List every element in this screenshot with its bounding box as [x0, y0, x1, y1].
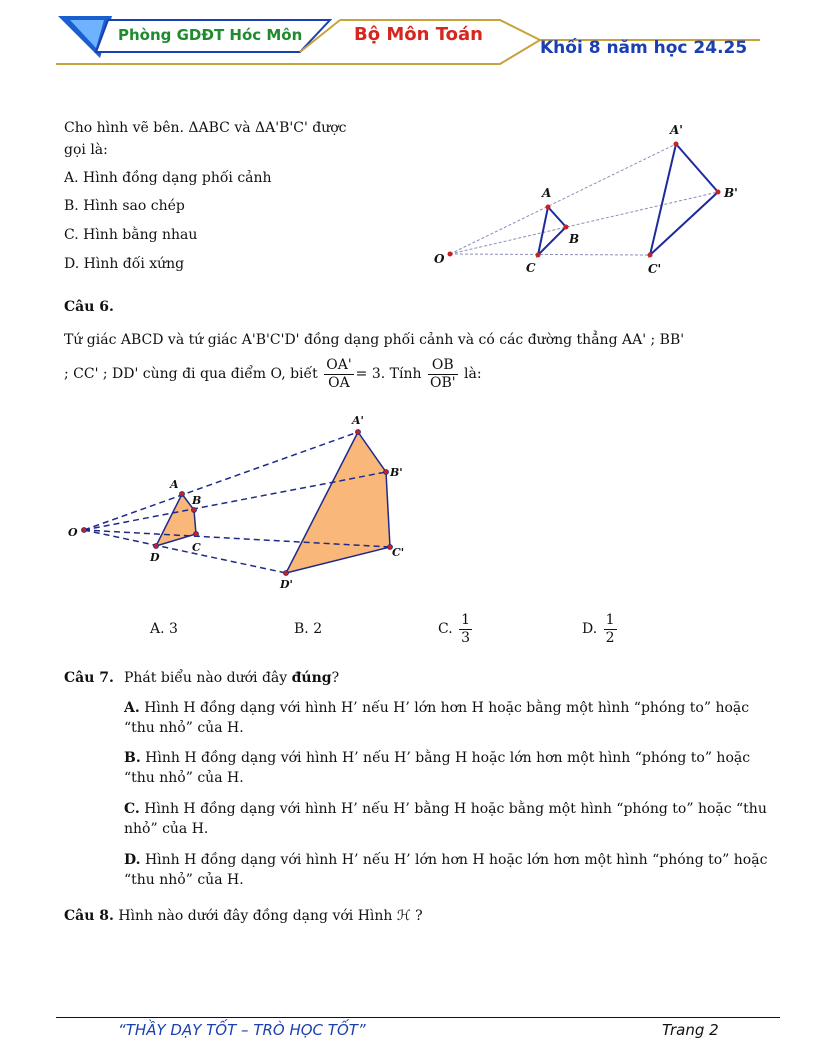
q7-stem-start: Phát biểu nào dưới đây	[124, 670, 288, 686]
q6-line2-start: ; CC' ; DD' cùng đi qua điểm O, biết	[64, 366, 318, 382]
q5-option-a: A. Hình đồng dạng phối cảnh	[64, 170, 272, 186]
q6-figure	[60, 410, 420, 595]
q6-answer-d-numerator: 1	[605, 611, 615, 628]
q5-label-c: C	[526, 261, 536, 275]
q7-option-a	[124, 698, 776, 738]
q6-answer-d-prefix: D.	[582, 621, 598, 637]
q5-text-line1: Cho hình vẽ bên. ΔABC và ΔA'B'C' được	[64, 120, 347, 136]
q6-label-d1: D'	[280, 578, 293, 591]
q7-title: Câu 7.	[64, 670, 114, 686]
q7-stem-end: ?	[331, 670, 340, 686]
q6-answer-a: A. 3	[150, 621, 178, 637]
footer-page-number: Trang 2	[662, 1021, 719, 1039]
q6-title: Câu 6.	[64, 299, 114, 315]
q8-text: Hình nào dưới đây đồng dạng với Hình ℋ ?	[118, 908, 423, 924]
q6-answer-c-denominator: 3	[461, 629, 471, 646]
q6-frac1-denominator: OA	[328, 374, 350, 391]
q7-option-d	[124, 850, 776, 890]
q5-text-line2: gọi là:	[64, 142, 108, 158]
footer-slogan: “THẦY DẠY TỐT – TRÒ HỌC TỐT”	[118, 1021, 366, 1039]
q5-label-o: O	[434, 252, 445, 266]
q6-answer-d	[582, 608, 619, 650]
q6-line1: Tứ giác ABCD và tứ giác A'B'C'D' đồng dạng phối cảnh và có các đường thẳng AA' ; BB'	[64, 332, 685, 348]
q6-frac1-numerator: OA'	[326, 356, 352, 373]
q6-equals: = 3. Tính	[355, 366, 422, 382]
q5-label-c1: C'	[648, 262, 662, 276]
q5-figure	[420, 115, 750, 285]
q5-option-d: D. Hình đối xứng	[64, 256, 185, 272]
q6-answer-d-fraction	[604, 612, 617, 647]
q6-fraction-ob	[428, 357, 458, 392]
q7-option-b-text: Hình H đồng dạng với hình H’ nếu H’ bằng H hoặc lớn hơn một hình “phóng to” hoặc “thu nhỏ” của H.	[124, 750, 751, 786]
q6-answer-c-fraction	[459, 612, 472, 647]
q7-option-c	[124, 799, 776, 839]
header-right-text: Khối 8 năm học 24.25	[540, 38, 748, 58]
q6-answer-b: B. 2	[294, 621, 323, 637]
q7-option-c-key: C.	[124, 801, 140, 817]
q7-option-c-text: Hình H đồng dạng với hình H’ nếu H’ bằng H hoặc bằng một hình “phóng to” hoặc “thu nhỏ” của H.	[124, 801, 767, 837]
q7-stem-bold: đúng	[291, 670, 332, 686]
q6-answer-d-denominator: 2	[605, 629, 615, 646]
q6-frac2-numerator: OB	[428, 357, 458, 375]
page-header	[0, 0, 816, 80]
q6-answer-c	[438, 608, 474, 650]
q6-label-d: D	[150, 551, 160, 564]
q5-label-b: B	[569, 232, 580, 246]
footer-rule	[56, 1017, 780, 1018]
q8-title: Câu 8.	[64, 908, 114, 924]
q6-fraction-oa	[324, 357, 353, 392]
q6-label-a1: A'	[352, 414, 364, 427]
q6-frac2-denominator: OB'	[429, 374, 456, 391]
q7-option-b	[124, 748, 776, 788]
header-left-text: Phòng GDĐT Hóc Môn	[118, 26, 303, 44]
q7-option-b-key: B.	[124, 750, 141, 766]
q5-option-b: B. Hình sao chép	[64, 198, 185, 214]
q5-option-c: C. Hình bằng nhau	[64, 227, 198, 243]
q6-label-c1: C'	[392, 546, 405, 559]
q6-label-o: O	[68, 526, 78, 539]
q7-option-a-text: Hình H đồng dạng với hình H’ nếu H’ lớn hơn H hoặc bằng một hình “phóng to” hoặc “thu nhỏ” của H.	[124, 700, 750, 736]
q6-line2-end: là:	[464, 366, 482, 382]
q6-answer-c-numerator: 1	[461, 611, 471, 628]
q7-stem	[124, 669, 339, 687]
q7-option-d-text: Hình H đồng dạng với hình H’ nếu H’ lớn hơn H hoặc lớn hơn một hình “phóng to” hoặc “thu nhỏ” của H.	[124, 852, 768, 888]
q7-option-d-key: D.	[124, 852, 141, 868]
q7-option-a-key: A.	[124, 700, 140, 716]
q6-label-b1: B'	[390, 466, 403, 479]
q6-answer-c-prefix: C.	[438, 621, 453, 637]
q8-line	[64, 907, 423, 925]
q5-label-a: A	[542, 186, 552, 200]
q6-line2	[64, 354, 482, 394]
header-center-text: Bộ Môn Toán	[354, 24, 483, 45]
q6-label-a: A	[170, 478, 179, 491]
q5-label-b1: B'	[724, 186, 738, 200]
q6-label-c: C	[192, 541, 201, 554]
q5-label-a1: A'	[670, 123, 683, 137]
q6-label-b: B	[192, 494, 202, 507]
